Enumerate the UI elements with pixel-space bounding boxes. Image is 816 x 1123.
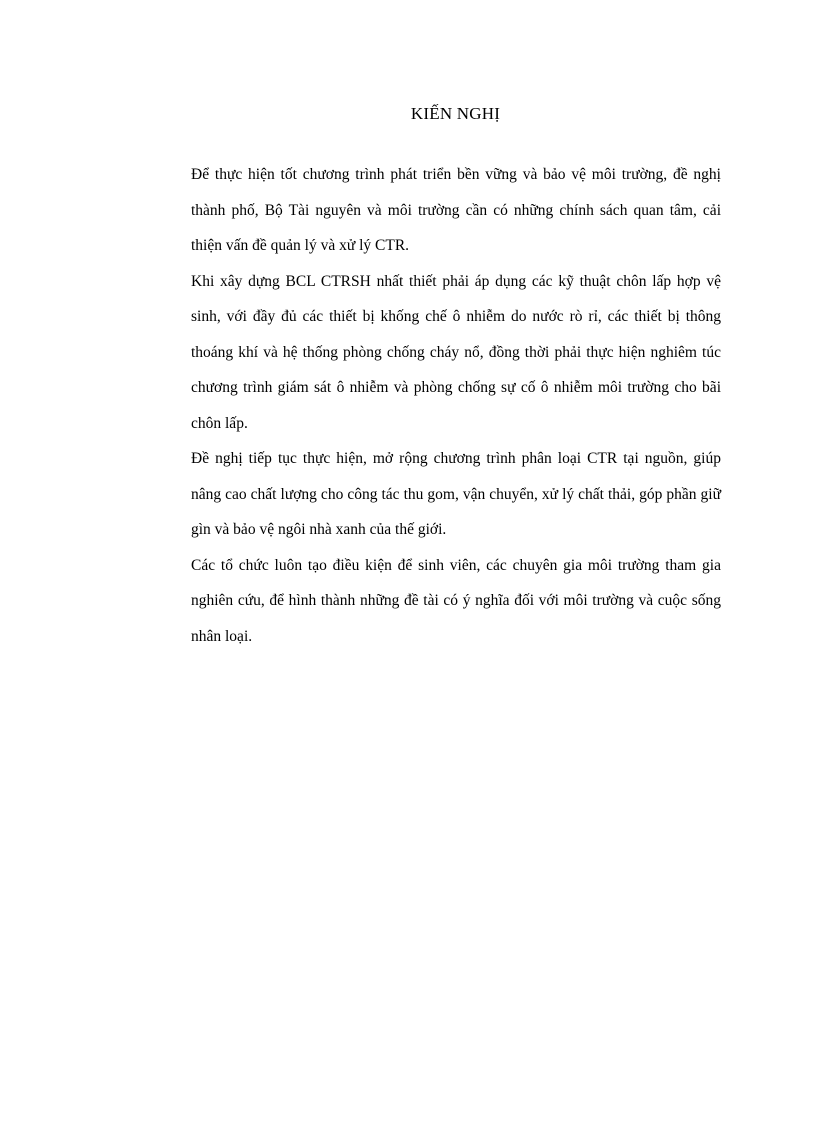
- paragraph-1: Để thực hiện tốt chương trình phát triển bền vững và bảo vệ môi trường, đề nghị thành phố, Bộ Tài nguyên và môi trường cần có những chính sách quan tâm, cải thiện vấn đề quản lý và xử lý CTR.: [191, 166, 721, 254]
- paragraph-3: Đề nghị tiếp tục thực hiện, mở rộng chương trình phân loại CTR tại nguồn, giúp nâng cao chất lượng cho công tác thu gom, vận chuyển, xử lý chất thải, góp phần giữ gìn và bảo vệ ngôi nhà xanh của thế giới.: [191, 450, 721, 538]
- document-body: [191, 157, 721, 654]
- paragraph-4: Các tổ chức luôn tạo điều kiện để sinh viên, các chuyên gia môi trường tham gia nghiên cứu, để hình thành những đề tài có ý nghĩa đối với môi trường và cuộc sống nhân loại.: [191, 556, 721, 645]
- paragraph-2: Khi xây dựng BCL CTRSH nhất thiết phải áp dụng các kỹ thuật chôn lấp hợp vệ sinh, với đầy đủ các thiết bị khống chế ô nhiễm do nước rò rỉ, các thiết bị thông thoáng khí và hệ thống phòng chống cháy nổ, đồng thời phải thực hiện nghiêm túc chương trình giám sát ô nhiễm và phòng chống sự cố ô nhiễm môi trường cho bãi chôn lấp.: [191, 272, 721, 432]
- page-title: KIẾN NGHỊ: [410, 104, 501, 123]
